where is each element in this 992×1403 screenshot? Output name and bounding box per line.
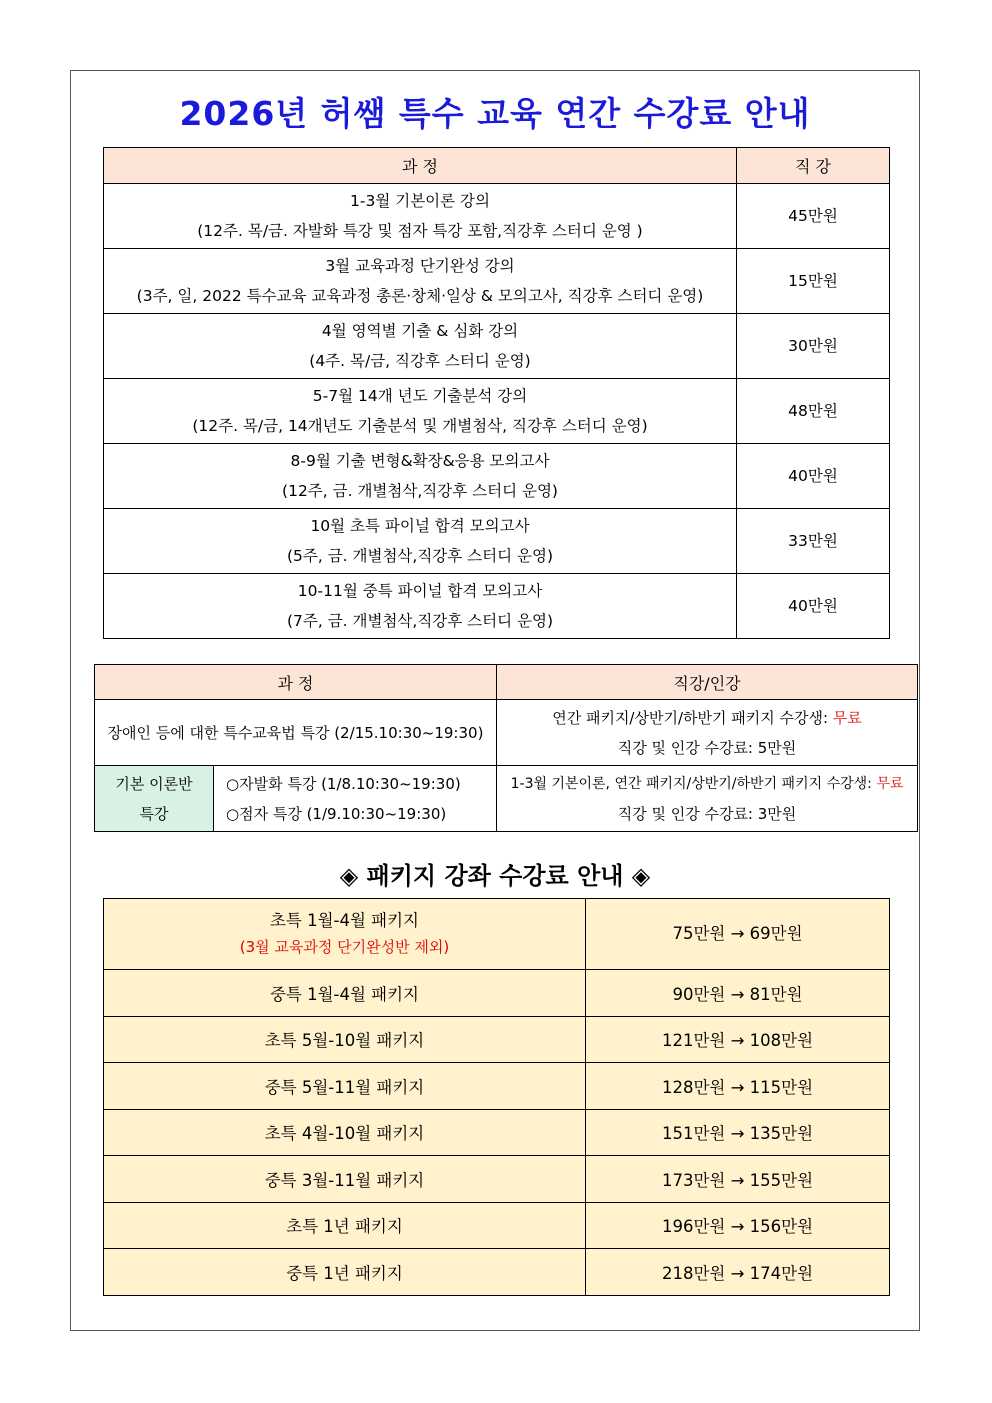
header-direct: 직 강 — [737, 148, 890, 184]
course-cell — [104, 509, 737, 574]
course-title: 8-9월 기출 변형&확장&응용 모의고사 — [290, 452, 550, 470]
package-name: 초특 4월-10월 패키지 — [104, 1109, 586, 1156]
table-row — [104, 379, 890, 444]
table-row — [104, 899, 890, 970]
price-cell: 40만원 — [737, 444, 890, 509]
header-fee: 직강/인강 — [497, 665, 918, 700]
header-course: 과 정 — [95, 665, 497, 700]
table-header-row — [95, 665, 918, 700]
course-cell — [104, 314, 737, 379]
package-table — [103, 898, 890, 1296]
course-fee-table — [103, 147, 890, 639]
course-detail: (12주. 목/금. 자발화 특강 및 점자 특강 포함,직강후 스터디 운영 ) — [197, 222, 643, 240]
package-name-cell — [104, 899, 586, 970]
course-title: 1-3월 기본이론 강의 — [350, 192, 490, 210]
package-price: 218만원 → 174만원 — [586, 1249, 890, 1296]
price-cell: 33만원 — [737, 509, 890, 574]
fee-line: 직강 및 인강 수강료: 5만원 — [617, 738, 797, 757]
course-cell — [104, 379, 737, 444]
course-detail: (4주. 목/금, 직강후 스터디 운영) — [309, 352, 531, 370]
course-title: 10월 초특 파이널 합격 모의고사 — [310, 517, 530, 535]
package-name: 중특 1년 패키지 — [104, 1249, 586, 1296]
package-section-title: ◈ 패키지 강좌 수강료 안내 ◈ — [339, 862, 651, 890]
price-cell: 45만원 — [737, 184, 890, 249]
course-title: 10-11월 중특 파이널 합격 모의고사 — [297, 582, 543, 600]
table-row — [104, 184, 890, 249]
course-cell — [104, 574, 737, 639]
package-name: 초특 5월-10월 패키지 — [104, 1016, 586, 1063]
table-row — [104, 314, 890, 379]
fee-line: 연간 패키지/상반기/하반기 패키지 수강생: 무료 — [552, 708, 862, 727]
free-badge: 무료 — [876, 775, 904, 792]
course-line: ○점자 특강 (1/9.10:30~19:30) — [226, 804, 447, 823]
price-cell: 40만원 — [737, 574, 890, 639]
package-price: 75만원 → 69만원 — [586, 899, 890, 970]
page-title: 2026년 허쌤 특수 교육 연간 수강료 안내 — [179, 94, 811, 133]
header-course: 과 정 — [104, 148, 737, 184]
course-cell — [104, 444, 737, 509]
price-cell: 48만원 — [737, 379, 890, 444]
course-cell — [214, 766, 497, 832]
table-row — [104, 1202, 890, 1249]
special-lecture-table — [94, 664, 918, 832]
table-row — [104, 970, 890, 1017]
table-row — [95, 766, 918, 832]
course-detail: (12주. 목/금, 14개년도 기출분석 및 개별첨삭, 직강후 스터디 운영) — [192, 417, 648, 435]
course-title: 3월 교육과정 단기완성 강의 — [325, 257, 515, 275]
course-detail: (7주, 금. 개별첨삭,직강후 스터디 운영) — [286, 612, 554, 630]
package-price: 121만원 → 108만원 — [586, 1016, 890, 1063]
package-price: 128만원 → 115만원 — [586, 1063, 890, 1110]
package-name: 초특 1월-4월 패키지 — [269, 911, 419, 930]
fee-cell — [497, 766, 918, 832]
fee-line: 1-3월 기본이론, 연간 패키지/상반기/하반기 패키지 수강생: 무료 — [510, 775, 904, 792]
table-header-row — [104, 148, 890, 184]
package-price: 151만원 → 135만원 — [586, 1109, 890, 1156]
course-title: 4월 영역별 기출 & 심화 강의 — [321, 322, 519, 340]
course-cell: 장애인 등에 대한 특수교육법 특강 (2/15.10:30~19:30) — [95, 700, 497, 766]
price-cell: 30만원 — [737, 314, 890, 379]
course-cell — [104, 184, 737, 249]
package-name: 중특 1월-4월 패키지 — [104, 970, 586, 1017]
price-cell: 15만원 — [737, 249, 890, 314]
table-row — [104, 1109, 890, 1156]
table-row — [104, 1156, 890, 1203]
table-row — [104, 574, 890, 639]
fee-cell — [497, 700, 918, 766]
table-row — [104, 1063, 890, 1110]
fee-line: 직강 및 인강 수강료: 3만원 — [617, 804, 797, 823]
package-note: (3월 교육과정 단기완성반 제외) — [239, 938, 450, 956]
course-cell — [104, 249, 737, 314]
table-row — [104, 444, 890, 509]
course-line: ○자발화 특강 (1/8.10:30~19:30) — [226, 774, 461, 793]
package-name: 중특 5월-11월 패키지 — [104, 1063, 586, 1110]
package-price: 196만원 → 156만원 — [586, 1202, 890, 1249]
package-price: 90만원 → 81만원 — [586, 970, 890, 1017]
package-name: 중특 3월-11월 패키지 — [104, 1156, 586, 1203]
table-row — [104, 249, 890, 314]
table-row — [104, 1249, 890, 1296]
course-detail: (3주, 일, 2022 특수교육 교육과정 총론·창체·일상 & 모의고사, 직강후 스터디 운영) — [136, 287, 704, 305]
free-badge: 무료 — [832, 708, 862, 727]
table-row — [104, 509, 890, 574]
package-price: 173만원 → 155만원 — [586, 1156, 890, 1203]
table-row — [104, 1016, 890, 1063]
course-detail: (5주, 금. 개별첨삭,직강후 스터디 운영) — [286, 547, 554, 565]
course-title: 5-7월 14개 년도 기출분석 강의 — [312, 387, 528, 405]
course-detail: (12주, 금. 개별첨삭,직강후 스터디 운영) — [282, 482, 558, 500]
package-name: 초특 1년 패키지 — [104, 1202, 586, 1249]
table-row — [95, 700, 918, 766]
basic-theory-label: 기본 이론반 특강 — [95, 766, 214, 832]
